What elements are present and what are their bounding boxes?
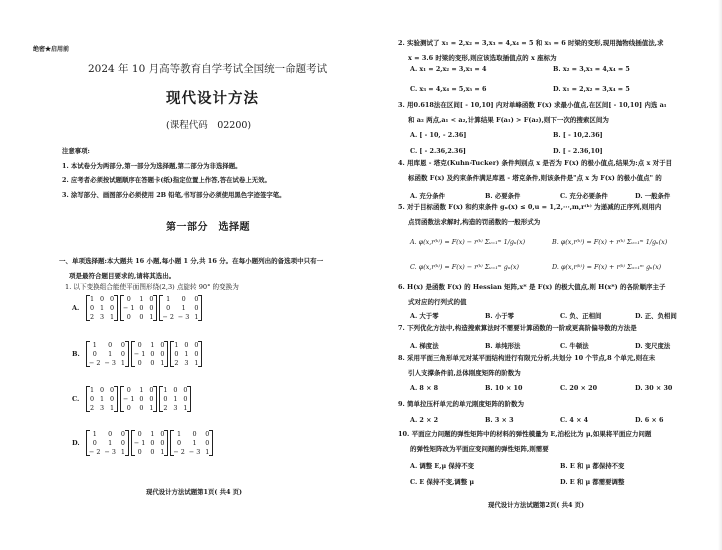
option-c: C. x₃ = 4,x₄ = 5,x₅ = 6 bbox=[410, 85, 487, 93]
question-3-options-row1 bbox=[410, 131, 603, 139]
option-label: A. bbox=[72, 304, 80, 312]
option-a: A. φ(x,r⁽ᵏ⁾) = F(x) − r⁽ᵏ⁾ Σᵤ₌₁ᵐ 1/gᵤ(x) bbox=[410, 238, 526, 246]
page-edge-shadow bbox=[718, 0, 722, 550]
option-b: B. 单纯形法 bbox=[485, 342, 521, 350]
matrix: 0 1 0 − 1 0 0 0 0 1 bbox=[131, 341, 168, 367]
question-6-line2: 式对应的行列式的值 bbox=[408, 297, 467, 306]
part-title: 第一部分 选择题 bbox=[166, 222, 250, 233]
question-4-line2: 标函数 F(x) 及约束条件满足库恩 - 塔克条件,则该条件是"点 x 为 F(x) 的极小值点" 的 bbox=[408, 173, 662, 182]
option-b: B. [ - 10,2.36] bbox=[553, 131, 603, 139]
question-5 bbox=[398, 200, 661, 229]
question-8 bbox=[398, 351, 655, 380]
subject-title: 现代设计方法 bbox=[166, 90, 259, 107]
option-b: B. 10 × 10 bbox=[485, 384, 523, 392]
option-d: D. x₁ = 2,x₂ = 3,x₄ = 5 bbox=[553, 85, 630, 93]
note-item: 2. 应考者必须按试题顺序在答题卡(纸)指定位置上作答,答在试卷上无效。 bbox=[62, 176, 271, 185]
question-4-options bbox=[410, 191, 670, 200]
matrix: 1 0 0 0 1 0 2 3 1 bbox=[170, 341, 202, 367]
question-3-options-row2 bbox=[410, 147, 603, 155]
question-7-line1: 7. 下列优化方法中,构造搜索算法时不需要计算函数的一阶或更高阶偏导数的方法是 bbox=[398, 324, 637, 332]
option-c: C. 4 × 4 bbox=[560, 416, 589, 424]
question-8-line1: 8. 采用平面三角形单元对某平面结构进行有限元分析,共划分 10 个节点,8 个单元,则在未 bbox=[398, 354, 656, 362]
exam-page-2 bbox=[370, 0, 722, 550]
option-c: C. [ - 2.36,2.36] bbox=[410, 147, 466, 155]
notes-title: 注意事项: bbox=[62, 147, 90, 155]
option-a: A. [ - 10, - 2.36] bbox=[410, 131, 467, 139]
option-a: A. 大于零 bbox=[410, 312, 439, 320]
question-2-line2: x = 3.6 时梁的变形,则应该选取插值点的 x 座标为 bbox=[408, 53, 557, 62]
question-10-line2: 的弹性矩阵改为平面应变问题的弹性矩阵,则需要 bbox=[410, 444, 549, 453]
option-a: A. 8 × 8 bbox=[410, 384, 439, 392]
option-a: A. x₁ = 2,x₂ = 3,x₃ = 4 bbox=[410, 65, 487, 73]
question-9-line1: 9. 简单拉压杆单元的单元刚度矩阵的阶数为 bbox=[398, 400, 525, 408]
course-code: (课程代码 02200) bbox=[166, 120, 252, 131]
question-8-line2: 引人支撑条件前,总体刚度矩阵的阶数为 bbox=[408, 368, 521, 377]
option-b: B. 必要条件 bbox=[485, 192, 521, 200]
option-c: C. 负、正相间 bbox=[560, 312, 602, 320]
matrix: 0 1 0 − 1 0 0 0 0 1 bbox=[120, 295, 157, 321]
section-header-line1: 一、单项选择题:本大题共 16 小题,每小题 1 分,共 16 分。在每小题列出的备选项中只有一 bbox=[59, 257, 324, 265]
question-1-option-c bbox=[72, 386, 193, 412]
question-7-options bbox=[410, 341, 670, 350]
question-2 bbox=[398, 36, 664, 65]
question-10-options-row1 bbox=[410, 461, 624, 470]
option-b: B. E 和 μ 都保持不变 bbox=[560, 462, 625, 470]
question-6-line1: 6. H(x) 是函数 F(x) 的 Hessian 矩阵,x* 是 F(x) 的极大值点,则 H(x*) 的各阶顺序主子 bbox=[398, 283, 666, 291]
option-d: D. φ(x,r⁽ᵏ⁾) = F(x) + r⁽ᵏ⁾ Σᵤ₌₁ᵐ gᵤ(x) bbox=[552, 263, 662, 271]
question-7 bbox=[398, 321, 637, 336]
option-a: A. 梯度法 bbox=[410, 342, 439, 350]
question-10-options-row2 bbox=[410, 477, 624, 486]
question-1-stem: 1. 以下变换组合能使平面图形绕(2,3) 点旋转 90° 的变换为 bbox=[65, 283, 239, 291]
question-2-options-row2 bbox=[410, 85, 630, 93]
question-1-option-a bbox=[72, 295, 204, 321]
option-label: B. bbox=[72, 350, 80, 358]
option-c: C. E 保持不变,调整 μ bbox=[410, 478, 474, 486]
matrix: 0 1 0 − 1 0 0 0 0 1 bbox=[120, 386, 157, 412]
notes-block bbox=[62, 144, 286, 202]
option-c: C. φ(x,r⁽ᵏ⁾) = F(x) − r⁽ᵏ⁾ Σᵤ₌₁ᵐ gᵤ(x) bbox=[410, 263, 519, 271]
question-6 bbox=[398, 280, 666, 309]
option-c: C. 20 × 20 bbox=[560, 384, 598, 392]
matrix: 1 0 0 0 1 0 − 2 − 3 1 bbox=[86, 341, 129, 367]
option-label: C. bbox=[72, 395, 80, 403]
page-footer: 现代设计方法试题第2页( 共4 页) bbox=[488, 501, 585, 509]
question-9 bbox=[398, 397, 524, 412]
question-5-line1: 5. 对于目标函数 F(x) 和约束条件 gᵤ(x) ≤ 0,u = 1,2,···,m,r⁽ᵏ⁾ 为递减的正序列,则用内 bbox=[398, 203, 662, 211]
exam-title: 2024 年 10 月高等教育自学考试全国统一命题考试 bbox=[88, 63, 328, 75]
question-6-options bbox=[410, 311, 677, 320]
option-a: A. 调整 E,μ 保持不变 bbox=[410, 462, 474, 470]
option-c: C. 牛顿法 bbox=[560, 342, 589, 350]
question-9-options bbox=[410, 416, 663, 424]
option-d: D. 变尺度法 bbox=[635, 342, 671, 350]
matrix: 1 0 0 0 1 0 2 3 1 bbox=[86, 295, 118, 321]
question-4-line1: 4. 用库恩 - 塔克(Kuhn-Tucker) 条件判别点 x 是否为 F(x) 的极小值点,结果为:点 x 对于目 bbox=[398, 159, 673, 167]
question-2-options-row1 bbox=[410, 65, 630, 73]
option-b: B. 3 × 3 bbox=[485, 416, 514, 424]
option-c: C. 充分必要条件 bbox=[560, 192, 608, 200]
question-1-option-b bbox=[72, 341, 204, 367]
question-4 bbox=[398, 156, 672, 185]
option-b: B. φ(x,r⁽ᵏ⁾) = F(x) + r⁽ᵏ⁾ Σᵤ₌₁ᵐ 1/gᵤ(x) bbox=[552, 238, 668, 246]
matrix: 1 0 0 0 1 0 − 2 − 3 1 bbox=[170, 430, 213, 456]
note-item: 3. 涂写部分、画图部分必须使用 2B 铅笔,书写部分必须使用黑色字迹签字笔。 bbox=[62, 190, 286, 199]
question-3-line1: 3. 用0.618法在区间[ - 10,10] 内对单峰函数 F(x) 求最小值点,在区间[ - 10,10] 内选 a₁ bbox=[398, 101, 667, 109]
matrix: 1 0 0 0 1 0 2 3 1 bbox=[86, 386, 118, 412]
question-10-line1: 10. 平面应力问题的弹性矩阵中的材料的弹性模量为 E,泊松比为 μ,如果将平面应力问题 bbox=[398, 430, 652, 438]
option-a: A. 充分条件 bbox=[410, 192, 445, 200]
question-10 bbox=[398, 427, 651, 456]
option-d: D. 正、负相间 bbox=[635, 312, 677, 320]
question-3-line2: 和 a₂ 两点,a₁ < a₂,计算结果 F(a₁) > F(a₂),则下一次的搜索区间为 bbox=[408, 115, 609, 124]
option-label: D. bbox=[72, 439, 80, 447]
matrix: 0 1 0 − 1 0 0 0 0 1 bbox=[131, 430, 168, 456]
option-d: D. [ - 2.36,10] bbox=[553, 147, 603, 155]
question-8-options bbox=[410, 384, 672, 392]
option-d: D. 6 × 6 bbox=[635, 416, 664, 424]
option-b: B. x₂ = 3,x₃ = 4,x₄ = 5 bbox=[553, 65, 630, 73]
section-header-line2: 项是最符合题目要求的,请将其选出。 bbox=[69, 272, 176, 280]
matrix: 1 0 0 0 1 0 2 3 1 bbox=[159, 386, 191, 412]
question-1-option-d bbox=[72, 430, 215, 456]
option-d: D. E 和 μ 都需要调整 bbox=[560, 478, 625, 486]
secret-mark: 绝密★启用前 bbox=[33, 46, 70, 53]
question-2-line1: 2. 实验测试了 x₁ = 2,x₂ = 3,x₃ = 4,x₄ = 5 和 x₅ = 6 时梁的变形,现用抛物线插值法,求 bbox=[398, 39, 664, 47]
question-3 bbox=[398, 98, 667, 127]
option-b: B. 小于零 bbox=[485, 312, 515, 320]
option-d: D. 一般条件 bbox=[635, 192, 671, 200]
page-footer: 现代设计方法试题第1页( 共4 页) bbox=[146, 488, 243, 496]
option-a: A. 2 × 2 bbox=[410, 416, 439, 424]
note-item: 1. 本试卷分为两部分,第一部分为选择题,第二部分为非选择题。 bbox=[62, 161, 242, 170]
section-header bbox=[59, 254, 323, 284]
matrix: 1 0 0 0 1 0 − 2 − 3 1 bbox=[86, 430, 129, 456]
option-d: D. 30 × 30 bbox=[635, 384, 673, 392]
matrix: 1 0 0 0 1 0 − 2 − 3 1 bbox=[159, 295, 202, 321]
question-5-line2: 点罚函数法求解时,构造的罚函数的一般形式为 bbox=[408, 217, 541, 226]
